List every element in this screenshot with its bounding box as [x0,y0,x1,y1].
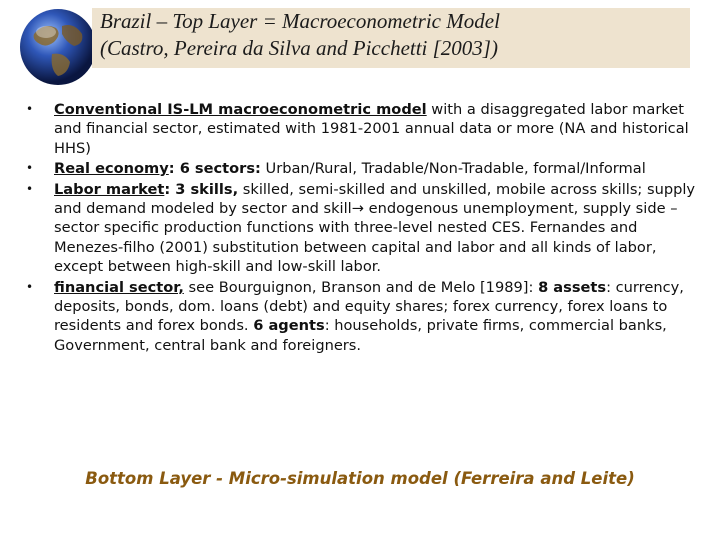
bullet-text: with a disaggregated labor market and financial sector, estimated with 1981-2001 annual data or more (NA and historical HHS) [54,101,689,157]
bullet-bold: 8 assets [538,278,607,296]
bullet-lead: Real economy [54,160,169,178]
bullet-text: : households, private firms, commercial banks, Government, central bank and foreigners. [54,317,667,354]
title-line-1: Brazil – Top Layer = Macroeconometric Model [100,9,500,33]
bullet-text: see Bourguignon, Branson and de Melo [1989]: [183,278,539,296]
bullet-dot-icon: • [26,181,34,196]
slide-title [100,8,690,62]
bullet-dot-icon: • [26,161,34,176]
bullet-text: skilled, semi-skilled and unskilled, mobile across skills; supply and demand modeled by sector and skill [54,180,696,218]
bullet-text: : currency, deposits, bonds, dom. loans (debt) and equity shares; forex currency, forex loans to residents and forex bonds. [54,278,684,335]
bottom-layer-caption: Bottom Layer - Micro-simulation model (Ferreira and Leite) [85,469,635,488]
bullet-item [24,159,696,178]
globe-icon [12,4,104,90]
bullet-mid: : 3 skills, [164,180,239,198]
bullet-text: Urban/Rural, Tradable/Non-Tradable, formal/Informal [260,160,646,178]
bullet-dot-icon: • [26,102,34,116]
bullet-text: endogenous unemployment, supply side – sector specific production functions with three-level nested CES. Fernandes and Menezes-filho (2001) substitution between capital and labor and all kinds of labor, except between high-skill and low-skill labor. [54,200,678,276]
bullet-lead: Labor market [54,180,165,198]
bullet-lead: financial sector, [54,278,184,296]
bullet-list [24,100,696,356]
bullet-bold: 6 agents [253,317,325,335]
bullet-mid: : 6 sectors: [168,160,261,178]
arrow-icon: → [351,200,364,218]
title-line-2: (Castro, Pereira da Silva and Picchetti [2003]) [100,36,498,60]
bullet-dot-icon: • [26,279,34,294]
bullet-item [24,100,696,158]
bullet-item [24,278,696,356]
bullet-item [24,180,696,277]
bullet-lead: Conventional IS-LM macroeconometric model [54,101,427,118]
